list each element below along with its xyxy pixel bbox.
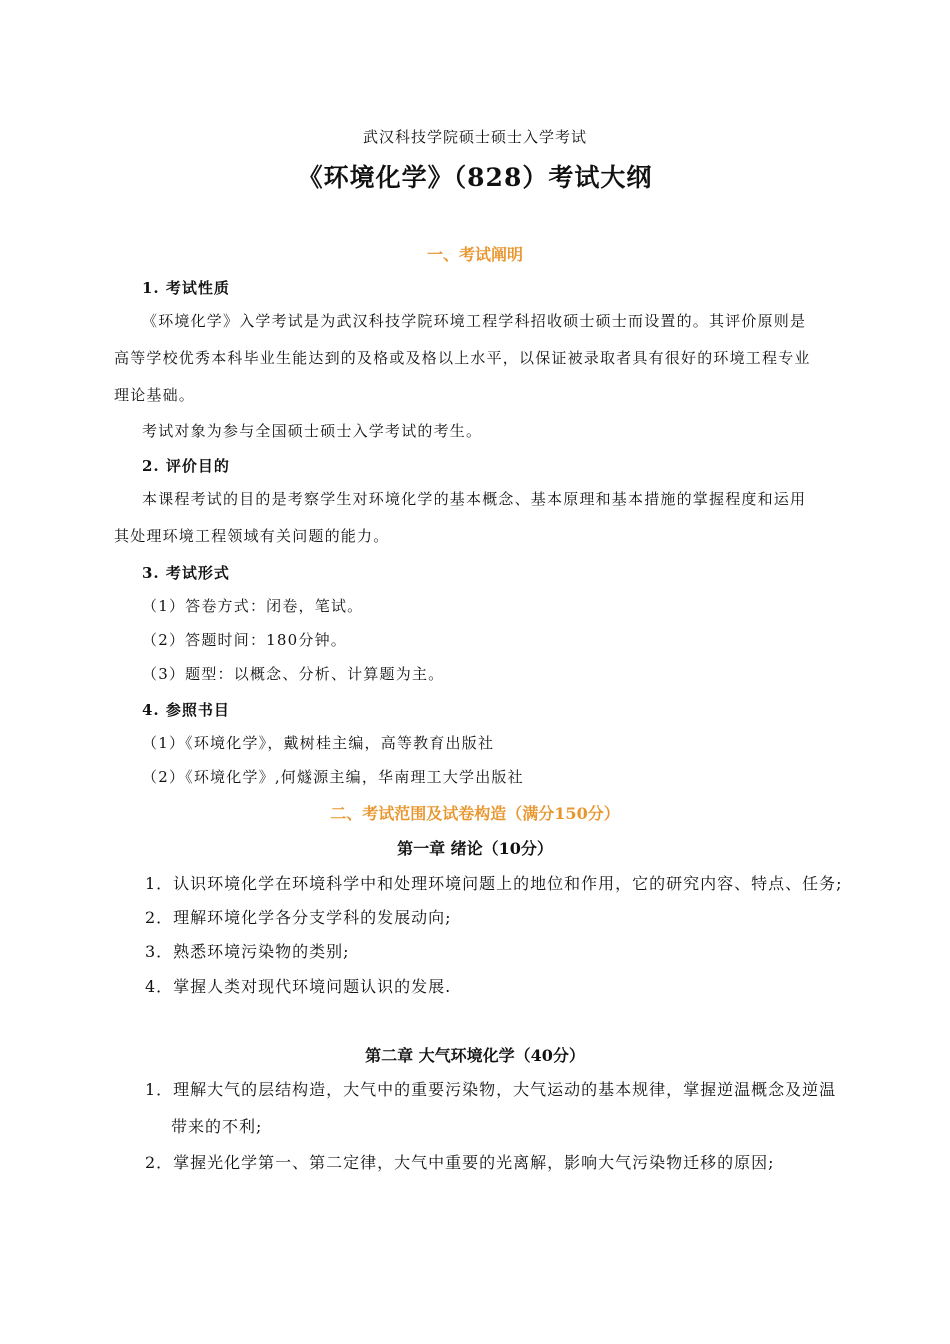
chapter-title: 第二章 大气环境化学（40分） (365, 1046, 585, 1065)
paragraph-line: 《环境化学》入学考试是为武汉科技学院环境工程学科招收硕士硕士而设置的。其评价原则是 (142, 312, 807, 330)
heading-exam-format: 3. 考试形式 (142, 564, 230, 582)
document-title: 《环境化学》（828）考试大纲 (297, 163, 653, 192)
list-item: （1）答卷方式：闭卷，笔试。 (142, 597, 364, 615)
list-item: 2．掌握光化学第一、第二定律，大气中重要的光离解，影响大气污染物迁移的原因; (145, 1153, 775, 1172)
list-item: 2．理解环境化学各分支学科的发展动向; (145, 908, 452, 927)
paragraph-line: 理论基础。 (114, 386, 196, 404)
document-subtitle: 武汉科技学院硕士硕士入学考试 (362, 128, 587, 146)
list-item: （1）《环境化学》，戴树桂主编，高等教育出版社 (142, 734, 495, 752)
list-item: 1．理解大气的层结构造，大气中的重要污染物，大气运动的基本规律，掌握逆温概念及逆温 (145, 1080, 837, 1099)
paragraph-line: 高等学校优秀本科毕业生能达到的及格或及格以上水平，以保证被录取者具有很好的环境工程专业 (114, 349, 811, 367)
chapter-title: 第一章 绪论（10分） (397, 839, 553, 858)
list-item: （2）答题时间：180分钟。 (142, 631, 347, 649)
list-item: 3．熟悉环境污染物的类别; (145, 942, 350, 961)
heading-evaluation-purpose: 2. 评价目的 (142, 457, 230, 475)
paragraph-line: 考试对象为参与全国硕士硕士入学考试的考生。 (142, 422, 483, 440)
paragraph-line: 其处理环境工程领域有关问题的能力。 (114, 527, 390, 545)
heading-reference-books: 4. 参照书目 (142, 701, 230, 719)
section-heading-exam-description: 一、考试阐明 (426, 245, 523, 264)
heading-exam-nature: 1. 考试性质 (142, 279, 230, 297)
list-item: 1．认识环境化学在环境科学中和处理环境问题上的地位和作用，它的研究内容、特点、任务; (145, 874, 843, 893)
paragraph-line: 本课程考试的目的是考察学生对环境化学的基本概念、基本原理和基本措施的掌握程度和运用 (142, 490, 807, 508)
list-item: 带来的不利; (171, 1117, 263, 1136)
list-item: （2）《环境化学》,何燧源主编，华南理工大学出版社 (142, 768, 524, 786)
list-item: 4．掌握人类对现代环境问题认识的发展. (145, 977, 452, 996)
section-heading-exam-scope: 二、考试范围及试卷构造（满分150分） (330, 804, 620, 823)
list-item: （3）题型：以概念、分析、计算题为主。 (142, 665, 445, 683)
